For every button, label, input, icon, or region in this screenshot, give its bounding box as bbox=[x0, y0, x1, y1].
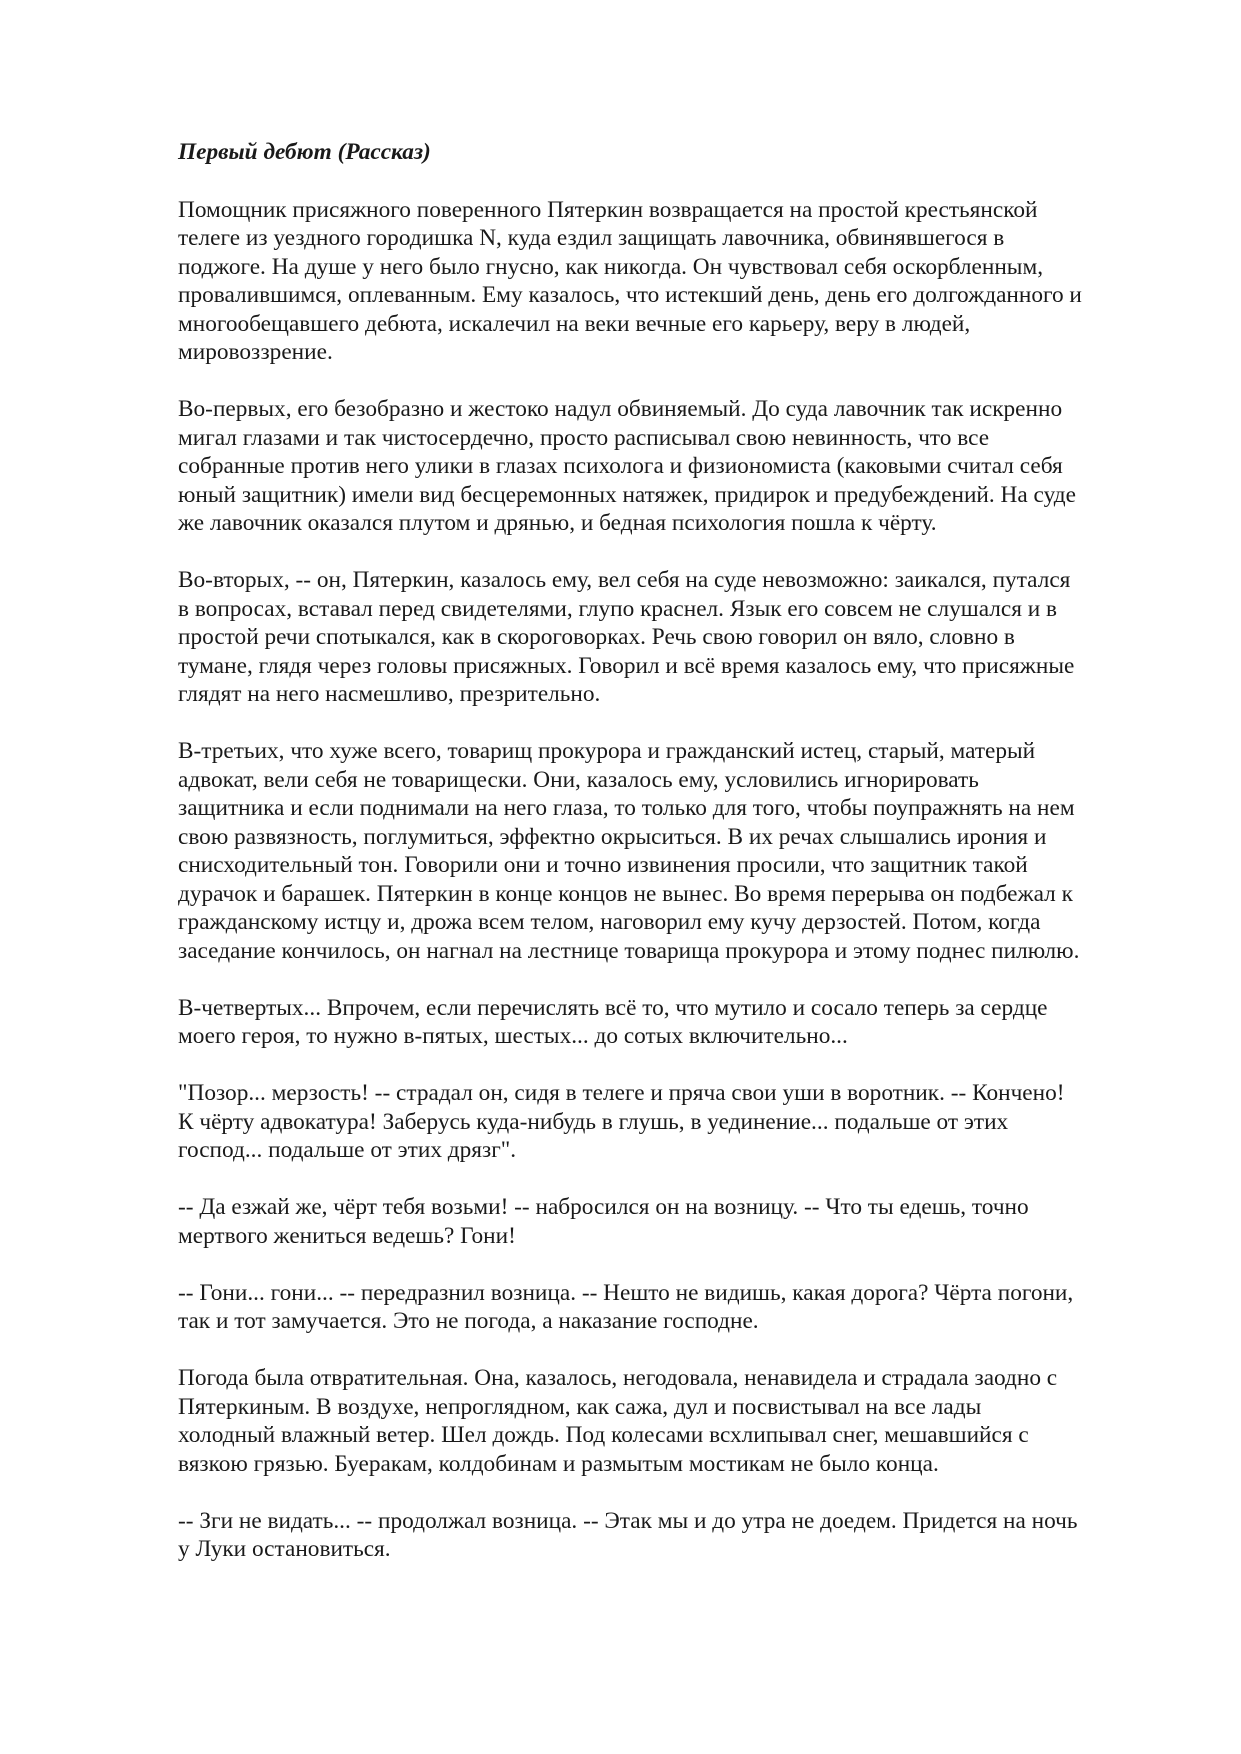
paragraph-line: мертвого жениться ведешь? Гони! bbox=[178, 1222, 516, 1249]
paragraph-line: Во-вторых, -- он, Пятеркин, казалось ему, вел себя на суде невозможно: заикался, путался bbox=[178, 567, 1071, 593]
paragraph-line: -- Гони... гони... -- передразнил возница. -- Нешто не видишь, какая дорога? Чёрта погони, bbox=[178, 1279, 1074, 1306]
paragraph-line: снисходительный тон. Говорили они и точно извинения просили, что защитник такой bbox=[178, 852, 1028, 878]
paragraph bbox=[178, 994, 1163, 1051]
paragraph-line: многообещавшего дебюта, искалечил на веки вечные его карьеру, веру в людей, bbox=[178, 310, 971, 337]
paragraph-line: моего героя, то нужно в-пятых, шестых... до сотых включительно... bbox=[178, 1023, 848, 1049]
paragraph bbox=[178, 566, 1163, 709]
paragraph bbox=[178, 737, 1163, 965]
paragraph-line: -- Зги не видать... -- продолжал возница. -- Этак мы и до утра не доедем. Придется на ночь bbox=[178, 1507, 1078, 1534]
paragraph bbox=[178, 1507, 1163, 1564]
paragraph-line: Во-первых, его безобразно и жестоко надул обвиняемый. До суда лавочник так искренно bbox=[178, 396, 1063, 422]
paragraph-line: господ... подальше от этих дрязг". bbox=[178, 1137, 517, 1163]
paragraph-line: В-третьих, что хуже всего, товарищ прокурора и гражданский истец, старый, матерый bbox=[178, 738, 1036, 764]
paragraph-line: холодный влажный ветер. Шел дождь. Под колесами всхлипывал снег, мешавшийся с bbox=[178, 1422, 1029, 1448]
paragraph bbox=[178, 1279, 1163, 1336]
paragraph-line: "Позор... мерзость! -- страдал он, сидя в телеге и пряча свои уши в воротник. -- Кончено! bbox=[178, 1080, 1065, 1106]
paragraph-list bbox=[178, 196, 1163, 1564]
paragraph-line: дурачок и барашек. Пятеркин в конце концов не вынес. Во время перерыва он подбежал к bbox=[178, 880, 1073, 907]
paragraph-line: телеге из уездного городишка N, куда ездил защищать лавочника, обвинявшегося в bbox=[178, 225, 1005, 251]
paragraph-line: К чёрту адвокатура! Заберусь куда-нибудь в глушь, в уединение... подальше от этих bbox=[178, 1108, 1009, 1135]
paragraph bbox=[178, 1193, 1163, 1250]
paragraph-line: Помощник присяжного поверенного Пятеркин возвращается на простой крестьянской bbox=[178, 196, 1038, 223]
paragraph-line: так и тот замучается. Это не погода, а наказание господне. bbox=[178, 1308, 759, 1334]
paragraph bbox=[178, 1364, 1163, 1478]
paragraph-line: мировоззрение. bbox=[178, 339, 333, 365]
paragraph-line: адвокат, вели себя не товарищески. Они, казалось ему, условились игнорировать bbox=[178, 766, 979, 793]
paragraph-line: заседание кончилось, он нагнал на лестнице товарища прокурора и этому поднес пилюлю. bbox=[178, 937, 1080, 964]
paragraph-line: свою развязность, поглумиться, эффектно окрыситься. В их речах слышались ирония и bbox=[178, 823, 1047, 850]
paragraph-line: Погода была отвратительная. Она, казалось, негодовала, ненавидела и страдала заодно с bbox=[178, 1365, 1058, 1391]
paragraph-line: у Луки остановиться. bbox=[178, 1536, 391, 1562]
paragraph-line: глядят на него насмешливо, презрительно. bbox=[178, 681, 601, 707]
paragraph-line: Пятеркиным. В воздухе, непроглядном, как сажа, дул и посвистывал на все лады bbox=[178, 1393, 982, 1420]
paragraph bbox=[178, 1079, 1163, 1165]
paragraph-line: в вопросах, вставал перед свидетелями, глупо краснел. Язык его совсем не слушался и в bbox=[178, 595, 1058, 622]
paragraph-line: простой речи спотыкался, как в скороговорках. Речь свою говорил он вяло, словно в bbox=[178, 624, 1015, 650]
paragraph-line: вязкою грязью. Буеракам, колдобинам и размытым мостикам не было конца. bbox=[178, 1450, 939, 1477]
paragraph-line: провалившимся, оплеванным. Ему казалось, что истекший день, день его долгожданного и bbox=[178, 282, 1082, 308]
paragraph-line: же лавочник оказался плутом и дрянью, и бедная психология пошла к чёрту. bbox=[178, 510, 937, 536]
paragraph-line: юный защитник) имели вид бесцеремонных натяжек, придирок и предубеждений. На суде bbox=[178, 481, 1076, 508]
paragraph-line: собранные против него улики в глазах психолога и физиономиста (каковыми считал себя bbox=[178, 453, 1063, 479]
paragraph-line: гражданскому истцу и, дрожа всем телом, наговорил ему кучу дерзостей. Потом, когда bbox=[178, 909, 1041, 935]
paragraph-line: защитника и если поднимали на него глаза, то только для того, чтобы поупражнять на нем bbox=[178, 795, 1075, 821]
document-title: Первый дебют (Рассказ) bbox=[178, 139, 431, 165]
paragraph bbox=[178, 395, 1163, 538]
paragraph-line: тумане, глядя через головы присяжных. Говорил и всё время казалось ему, что присяжные bbox=[178, 652, 1075, 679]
paragraph-line: -- Да езжай же, чёрт тебя возьми! -- набросился он на возницу. -- Что ты едешь, точно bbox=[178, 1194, 1029, 1220]
paragraph-line: В-четвертых... Впрочем, если перечислять всё то, что мутило и сосало теперь за сердце bbox=[178, 994, 1048, 1021]
paragraph bbox=[178, 196, 1163, 367]
document-body bbox=[178, 138, 1163, 1592]
paragraph-line: поджоге. На душе у него было гнусно, как никогда. Он чувствовал себя оскорбленным, bbox=[178, 253, 1044, 280]
paragraph-line: мигал глазами и так чистосердечно, просто расписывал свою невинность, что все bbox=[178, 424, 990, 451]
